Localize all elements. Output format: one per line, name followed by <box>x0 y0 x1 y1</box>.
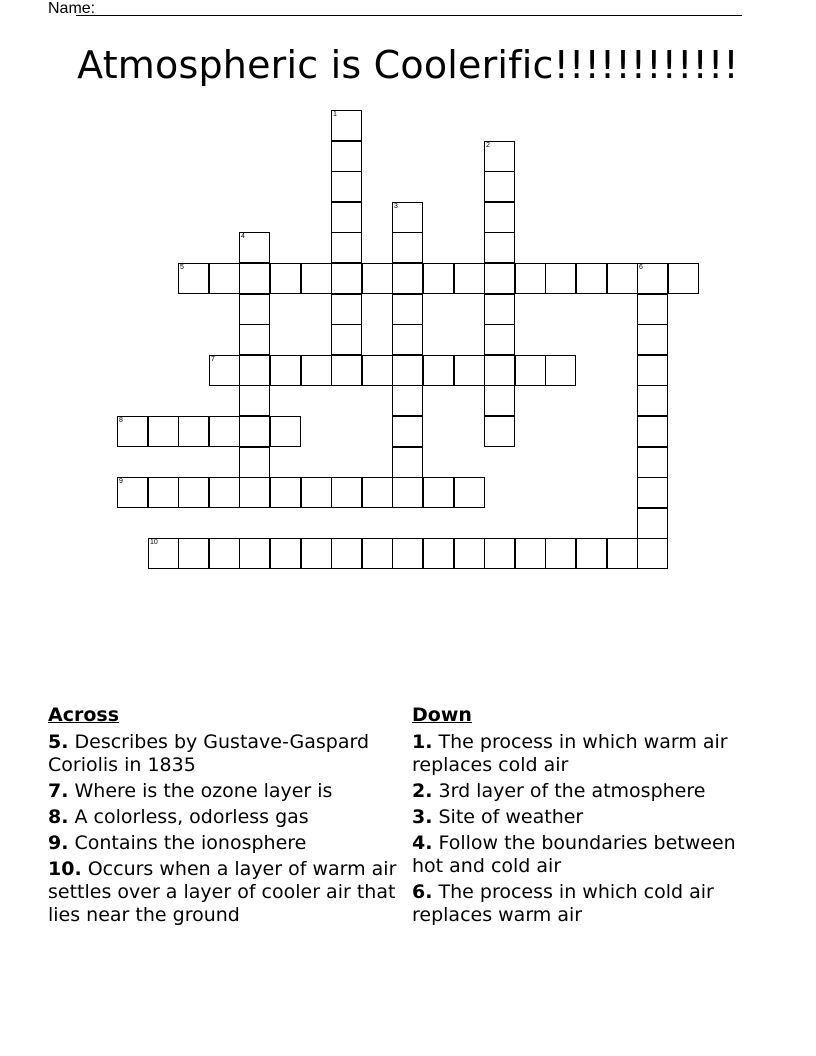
grid-cell[interactable] <box>484 171 515 202</box>
grid-cell[interactable] <box>484 294 515 325</box>
grid-cell[interactable] <box>392 416 423 447</box>
cell-number: 2 <box>486 142 490 149</box>
grid-cell[interactable] <box>607 263 638 294</box>
grid-cell[interactable] <box>484 416 515 447</box>
grid-cell[interactable] <box>331 263 362 294</box>
clue-number: 10. <box>48 858 82 880</box>
cell-number: 1 <box>333 111 337 118</box>
grid-cell[interactable] <box>392 202 423 233</box>
grid-cell[interactable] <box>331 355 362 386</box>
grid-cell[interactable] <box>331 324 362 355</box>
grid-cell[interactable] <box>362 355 393 386</box>
clue-text: Site of weather <box>438 806 584 828</box>
grid-cell[interactable] <box>331 477 362 508</box>
cell-number: 8 <box>119 417 123 424</box>
grid-cell[interactable] <box>270 538 301 569</box>
clue-text: Occurs when a layer of warm air settles over a layer of cooler air that lies near the ground <box>48 858 397 926</box>
grid-cell[interactable] <box>484 385 515 416</box>
grid-cell[interactable] <box>148 538 179 569</box>
grid-cell[interactable] <box>239 447 270 478</box>
clue-across-5 <box>48 731 400 777</box>
grid-cell[interactable] <box>637 324 668 355</box>
cell-number: 6 <box>639 264 643 271</box>
grid-cell[interactable] <box>545 538 576 569</box>
grid-cell[interactable] <box>239 416 270 447</box>
grid-cell[interactable] <box>423 538 454 569</box>
grid-cell[interactable] <box>178 263 209 294</box>
clue-number: 6. <box>412 881 433 903</box>
grid-cell[interactable] <box>209 263 240 294</box>
clue-text: The process in which cold air replaces warm air <box>412 881 714 926</box>
grid-cell[interactable] <box>301 263 332 294</box>
clue-down-2 <box>412 780 764 803</box>
clue-text: A colorless, odorless gas <box>74 806 309 828</box>
grid-cell[interactable] <box>392 355 423 386</box>
clue-down-3 <box>412 806 764 829</box>
puzzle-title: Atmospheric is Coolerific!!!!!!!!!!!! <box>77 43 739 87</box>
grid-cell[interactable] <box>331 110 362 141</box>
clue-number: 2. <box>412 780 433 802</box>
grid-cell[interactable] <box>392 294 423 325</box>
grid-cell[interactable] <box>392 477 423 508</box>
grid-cell[interactable] <box>484 141 515 172</box>
grid-cell[interactable] <box>454 477 485 508</box>
grid-cell[interactable] <box>270 263 301 294</box>
clue-number: 5. <box>48 731 69 753</box>
grid-cell[interactable] <box>392 538 423 569</box>
clue-number: 7. <box>48 780 69 802</box>
grid-cell[interactable] <box>637 385 668 416</box>
grid-cell[interactable] <box>515 355 546 386</box>
grid-cell[interactable] <box>484 263 515 294</box>
grid-cell[interactable] <box>239 477 270 508</box>
cell-number: 7 <box>211 356 215 363</box>
cell-number: 10 <box>150 539 158 546</box>
name-label: Name: <box>48 0 96 17</box>
grid-cell[interactable] <box>178 416 209 447</box>
grid-cell[interactable] <box>637 416 668 447</box>
grid-cell[interactable] <box>209 538 240 569</box>
grid-cell[interactable] <box>637 294 668 325</box>
grid-cell[interactable] <box>392 324 423 355</box>
grid-cell[interactable] <box>362 538 393 569</box>
grid-cell[interactable] <box>484 355 515 386</box>
clue-text: Where is the ozone layer is <box>74 780 333 802</box>
grid-cell[interactable] <box>423 263 454 294</box>
grid-cell[interactable] <box>209 416 240 447</box>
grid-cell[interactable] <box>331 202 362 233</box>
grid-cell[interactable] <box>178 477 209 508</box>
grid-cell[interactable] <box>362 263 393 294</box>
grid-cell[interactable] <box>484 202 515 233</box>
clue-down-4 <box>412 832 764 878</box>
grid-cell[interactable] <box>515 263 546 294</box>
clue-across-9 <box>48 832 400 855</box>
grid-cell[interactable] <box>331 232 362 263</box>
grid-cell[interactable] <box>239 232 270 263</box>
clue-number: 8. <box>48 806 69 828</box>
grid-cell[interactable] <box>178 538 209 569</box>
grid-cell[interactable] <box>117 477 148 508</box>
grid-cell[interactable] <box>637 447 668 478</box>
grid-cell[interactable] <box>515 538 546 569</box>
grid-cell[interactable] <box>637 263 668 294</box>
clue-down-6 <box>412 881 764 927</box>
clue-text: Contains the ionosphere <box>74 832 307 854</box>
grid-cell[interactable] <box>331 171 362 202</box>
grid-cell[interactable] <box>484 232 515 263</box>
grid-cell[interactable] <box>637 538 668 569</box>
grid-cell[interactable] <box>117 416 148 447</box>
grid-cell[interactable] <box>454 355 485 386</box>
grid-cell[interactable] <box>637 477 668 508</box>
grid-cell[interactable] <box>484 324 515 355</box>
grid-cell[interactable] <box>239 355 270 386</box>
clue-text: Follow the boundaries between hot and cold air <box>412 832 736 877</box>
grid-cell[interactable] <box>209 477 240 508</box>
grid-cell[interactable] <box>331 141 362 172</box>
grid-cell[interactable] <box>301 477 332 508</box>
down-heading: Down <box>412 704 472 726</box>
clue-number: 9. <box>48 832 69 854</box>
clue-down-1 <box>412 731 764 777</box>
grid-cell[interactable] <box>239 294 270 325</box>
grid-cell[interactable] <box>270 477 301 508</box>
across-clues <box>48 702 400 927</box>
grid-cell[interactable] <box>239 324 270 355</box>
cell-number: 5 <box>180 264 184 271</box>
clue-across-10 <box>48 858 400 927</box>
grid-cell[interactable] <box>392 263 423 294</box>
grid-cell[interactable] <box>454 538 485 569</box>
grid-cell[interactable] <box>331 538 362 569</box>
grid-cell[interactable] <box>270 416 301 447</box>
down-clues <box>412 702 764 927</box>
clue-across-8 <box>48 806 400 829</box>
clue-text: Describes by Gustave-Gaspard Coriolis in 1835 <box>48 731 370 776</box>
grid-cell[interactable] <box>270 355 301 386</box>
grid-cell[interactable] <box>301 538 332 569</box>
grid-cell[interactable] <box>392 385 423 416</box>
clue-number: 1. <box>412 731 433 753</box>
grid-cell[interactable] <box>239 538 270 569</box>
clue-text: The process in which warm air replaces cold air <box>412 731 728 776</box>
across-heading: Across <box>48 704 120 726</box>
grid-cell[interactable] <box>362 477 393 508</box>
grid-cell[interactable] <box>209 355 240 386</box>
grid-cell[interactable] <box>301 355 332 386</box>
grid-cell[interactable] <box>392 447 423 478</box>
grid-cell[interactable] <box>637 355 668 386</box>
grid-cell[interactable] <box>454 263 485 294</box>
grid-cell[interactable] <box>576 263 607 294</box>
clue-text: 3rd layer of the atmosphere <box>438 780 706 802</box>
grid-cell[interactable] <box>545 355 576 386</box>
cell-number: 3 <box>394 203 398 210</box>
grid-cell[interactable] <box>239 385 270 416</box>
grid-cell[interactable] <box>576 538 607 569</box>
grid-cell[interactable] <box>331 294 362 325</box>
grid-cell[interactable] <box>423 355 454 386</box>
grid-cell[interactable] <box>423 477 454 508</box>
grid-cell[interactable] <box>392 232 423 263</box>
grid-cell[interactable] <box>484 538 515 569</box>
cell-number: 4 <box>241 233 245 240</box>
clue-number: 3. <box>412 806 433 828</box>
clue-across-7 <box>48 780 400 803</box>
grid-cell[interactable] <box>545 263 576 294</box>
grid-cell[interactable] <box>607 538 638 569</box>
cell-number: 9 <box>119 478 123 485</box>
clue-number: 4. <box>412 832 433 854</box>
grid-cell[interactable] <box>239 263 270 294</box>
grid-cell[interactable] <box>668 263 699 294</box>
grid-cell[interactable] <box>637 508 668 539</box>
grid-cell[interactable] <box>148 477 179 508</box>
grid-cell[interactable] <box>148 416 179 447</box>
